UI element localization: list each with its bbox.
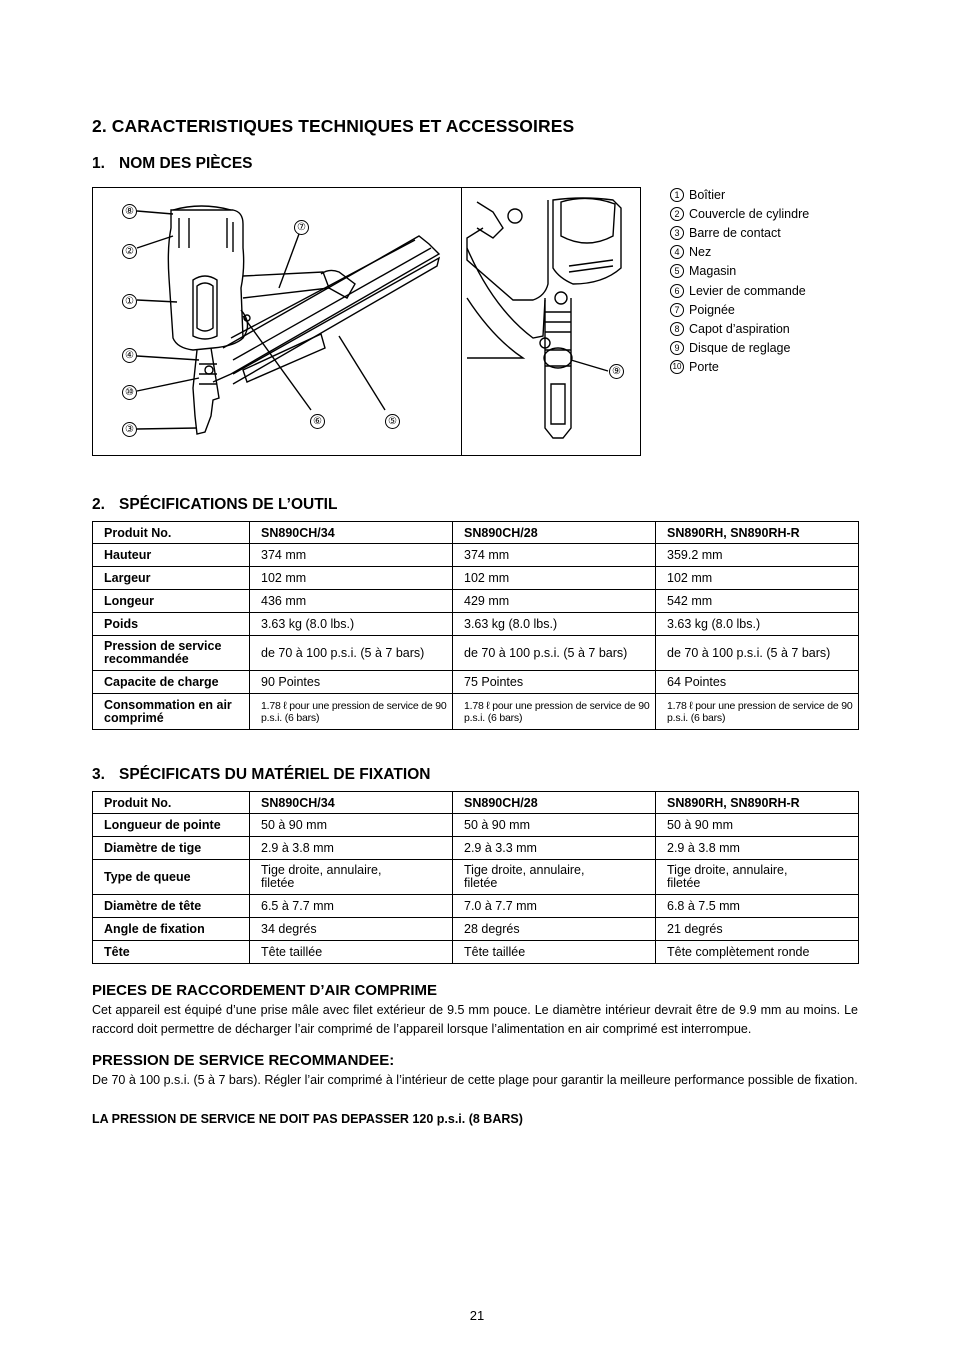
callout-4: ④ <box>122 348 137 363</box>
table-cell: 7.0 à 7.7 mm <box>453 895 656 918</box>
table-cell: de 70 à 100 p.s.i. (5 à 7 bars) <box>250 636 453 671</box>
table-row <box>93 590 859 613</box>
table-cell: 6.8 à 7.5 mm <box>656 895 859 918</box>
section-3-number: 3. <box>92 766 105 783</box>
table-row <box>93 544 859 567</box>
table-header-row <box>93 792 859 814</box>
air-connection-heading: PIECES DE RACCORDEMENT D’AIR COMPRIME <box>92 982 438 999</box>
table-cell: 28 degrés <box>453 918 656 941</box>
list-item <box>670 262 809 281</box>
row-label: Longueur de pointe <box>93 814 250 837</box>
header-cell: SN890RH, SN890RH-R <box>656 522 859 544</box>
row-label: Pression de service recommandée <box>93 636 250 671</box>
list-item <box>670 281 809 300</box>
callout-3: ③ <box>122 422 137 437</box>
table-cell: 50 à 90 mm <box>656 814 859 837</box>
part-label: Poignée <box>689 302 735 317</box>
table-row <box>93 895 859 918</box>
table-cell: 374 mm <box>453 544 656 567</box>
table-cell: Tête taillée <box>453 941 656 964</box>
table-cell: 34 degrés <box>250 918 453 941</box>
callout-5: ⑤ <box>385 414 400 429</box>
part-number: 2 <box>670 207 684 221</box>
header-cell: Produit No. <box>93 792 250 814</box>
part-label: Porte <box>689 360 719 375</box>
section-2-number: 2. <box>92 496 105 513</box>
pressure-heading: PRESSION DE SERVICE RECOMMANDEE: <box>92 1052 395 1069</box>
figure-divider <box>461 188 462 455</box>
fixation-table <box>92 791 859 964</box>
section-2-title: SPÉCIFICATIONS DE L’OUTIL <box>119 496 338 513</box>
table-row <box>93 837 859 860</box>
callout-10: ⑩ <box>122 385 137 400</box>
header-cell: SN890CH/28 <box>453 522 656 544</box>
row-label: Poids <box>93 613 250 636</box>
table-cell: 3.63 kg (8.0 lbs.) <box>250 613 453 636</box>
part-number: 9 <box>670 341 684 355</box>
callout-8: ⑧ <box>122 204 137 219</box>
row-label: Diamètre de tête <box>93 895 250 918</box>
header-cell: SN890CH/28 <box>453 792 656 814</box>
row-label: Diamètre de tige <box>93 837 250 860</box>
row-label: Angle de fixation <box>93 918 250 941</box>
callout-1: ① <box>122 294 137 309</box>
section-1-heading <box>92 155 253 173</box>
part-number: 1 <box>670 188 684 202</box>
list-item <box>670 223 809 242</box>
table-cell: 102 mm <box>656 567 859 590</box>
table-cell: Tête complètement ronde <box>656 941 859 964</box>
header-cell: SN890CH/34 <box>250 522 453 544</box>
table-cell: 374 mm <box>250 544 453 567</box>
list-item <box>670 204 809 223</box>
table-cell: 3.63 kg (8.0 lbs.) <box>656 613 859 636</box>
callout-2: ② <box>122 244 137 259</box>
table-cell: 2.9 à 3.8 mm <box>656 837 859 860</box>
table-cell: 1.78 ℓ pour une pression de service de 90 p.s.i. (6 bars) <box>656 694 859 730</box>
page-title: 2. CARACTERISTIQUES TECHNIQUES ET ACCESSOIRES <box>92 116 575 136</box>
table-cell: 1.78 ℓ pour une pression de service de 90 p.s.i. (6 bars) <box>250 694 453 730</box>
row-label: Consommation en air comprimé <box>93 694 250 730</box>
header-cell: SN890CH/34 <box>250 792 453 814</box>
part-number: 5 <box>670 264 684 278</box>
table-cell: Tige droite, annulaire, filetée <box>453 860 656 895</box>
part-number: 8 <box>670 322 684 336</box>
part-label: Disque de reglage <box>689 341 791 356</box>
row-label: Type de queue <box>93 860 250 895</box>
part-number: 4 <box>670 245 684 259</box>
section-2-heading <box>92 496 337 514</box>
table-cell: 21 degrés <box>656 918 859 941</box>
part-label: Barre de contact <box>689 225 781 240</box>
part-label: Nez <box>689 245 712 260</box>
table-row <box>93 814 859 837</box>
part-label: Boîtier <box>689 187 726 202</box>
list-item <box>670 185 809 204</box>
table-cell: de 70 à 100 p.s.i. (5 à 7 bars) <box>453 636 656 671</box>
table-cell: 102 mm <box>250 567 453 590</box>
table-cell: de 70 à 100 p.s.i. (5 à 7 bars) <box>656 636 859 671</box>
list-item <box>670 319 809 338</box>
callout-9: ⑨ <box>609 364 624 379</box>
table-cell: 429 mm <box>453 590 656 613</box>
part-number: 7 <box>670 303 684 317</box>
table-cell: 75 Pointes <box>453 671 656 694</box>
pressure-warning: LA PRESSION DE SERVICE NE DOIT PAS DEPASSER 120 p.s.i. (8 BARS) <box>92 1112 523 1126</box>
row-label: Capacite de charge <box>93 671 250 694</box>
part-label: Magasin <box>689 264 737 279</box>
list-item <box>670 339 809 358</box>
table-row <box>93 918 859 941</box>
table-cell: 6.5 à 7.7 mm <box>250 895 453 918</box>
table-row <box>93 860 859 895</box>
spec-table <box>92 521 859 730</box>
part-number: 10 <box>670 360 684 374</box>
parts-figure <box>92 187 641 456</box>
table-row <box>93 941 859 964</box>
table-header-row <box>93 522 859 544</box>
list-item <box>670 300 809 319</box>
section-3-heading <box>92 766 430 784</box>
callout-6: ⑥ <box>310 414 325 429</box>
nailer-illustration <box>93 188 642 457</box>
header-cell: Produit No. <box>93 522 250 544</box>
row-label: Tête <box>93 941 250 964</box>
parts-list <box>670 185 809 377</box>
air-connection-text: Cet appareil est équipé d’une prise mâle avec filet extérieur de 9.5 mm pouce. Le diamètre intérieur devrait être de 9.9 mm au moins. Le raccord doit permettre de décharger l’air comprimé de l’appareil lorsque l’alimentation en air comprimé est interrompue. <box>92 1003 858 1036</box>
header-cell: SN890RH, SN890RH-R <box>656 792 859 814</box>
table-row <box>93 671 859 694</box>
table-cell: Tige droite, annulaire, filetée <box>656 860 859 895</box>
page-number: 21 <box>469 1308 485 1323</box>
list-item <box>670 243 809 262</box>
part-label: Levier de commande <box>689 283 806 298</box>
list-item <box>670 358 809 377</box>
table-row <box>93 567 859 590</box>
row-label: Longeur <box>93 590 250 613</box>
table-cell: 2.9 à 3.3 mm <box>453 837 656 860</box>
table-cell: 50 à 90 mm <box>453 814 656 837</box>
table-row <box>93 613 859 636</box>
table-cell: 436 mm <box>250 590 453 613</box>
table-cell: 2.9 à 3.8 mm <box>250 837 453 860</box>
part-number: 3 <box>670 226 684 240</box>
section-1-title: NOM DES PIÈCES <box>119 155 253 172</box>
table-cell: Tête taillée <box>250 941 453 964</box>
table-cell: 50 à 90 mm <box>250 814 453 837</box>
part-label: Couvercle de cylindre <box>689 206 810 221</box>
table-cell: 542 mm <box>656 590 859 613</box>
table-cell: 64 Pointes <box>656 671 859 694</box>
part-number: 6 <box>670 284 684 298</box>
table-cell: 102 mm <box>453 567 656 590</box>
table-cell: 359.2 mm <box>656 544 859 567</box>
section-1-number: 1. <box>92 155 105 172</box>
part-label: Capot d’aspiration <box>689 321 790 336</box>
pressure-text: De 70 à 100 p.s.i. (5 à 7 bars). Régler l’air comprimé à l’intérieur de cette plage pour garantir la meilleure performance possible de fixation. <box>92 1073 858 1087</box>
table-row <box>93 694 859 730</box>
callout-7: ⑦ <box>294 220 309 235</box>
table-row <box>93 636 859 671</box>
table-cell: 1.78 ℓ pour une pression de service de 90 p.s.i. (6 bars) <box>453 694 656 730</box>
table-cell: 3.63 kg (8.0 lbs.) <box>453 613 656 636</box>
section-3-title: SPÉCIFICATS DU MATÉRIEL DE FIXATION <box>119 766 431 783</box>
row-label: Largeur <box>93 567 250 590</box>
table-cell: Tige droite, annulaire, filetée <box>250 860 453 895</box>
table-cell: 90 Pointes <box>250 671 453 694</box>
row-label: Hauteur <box>93 544 250 567</box>
